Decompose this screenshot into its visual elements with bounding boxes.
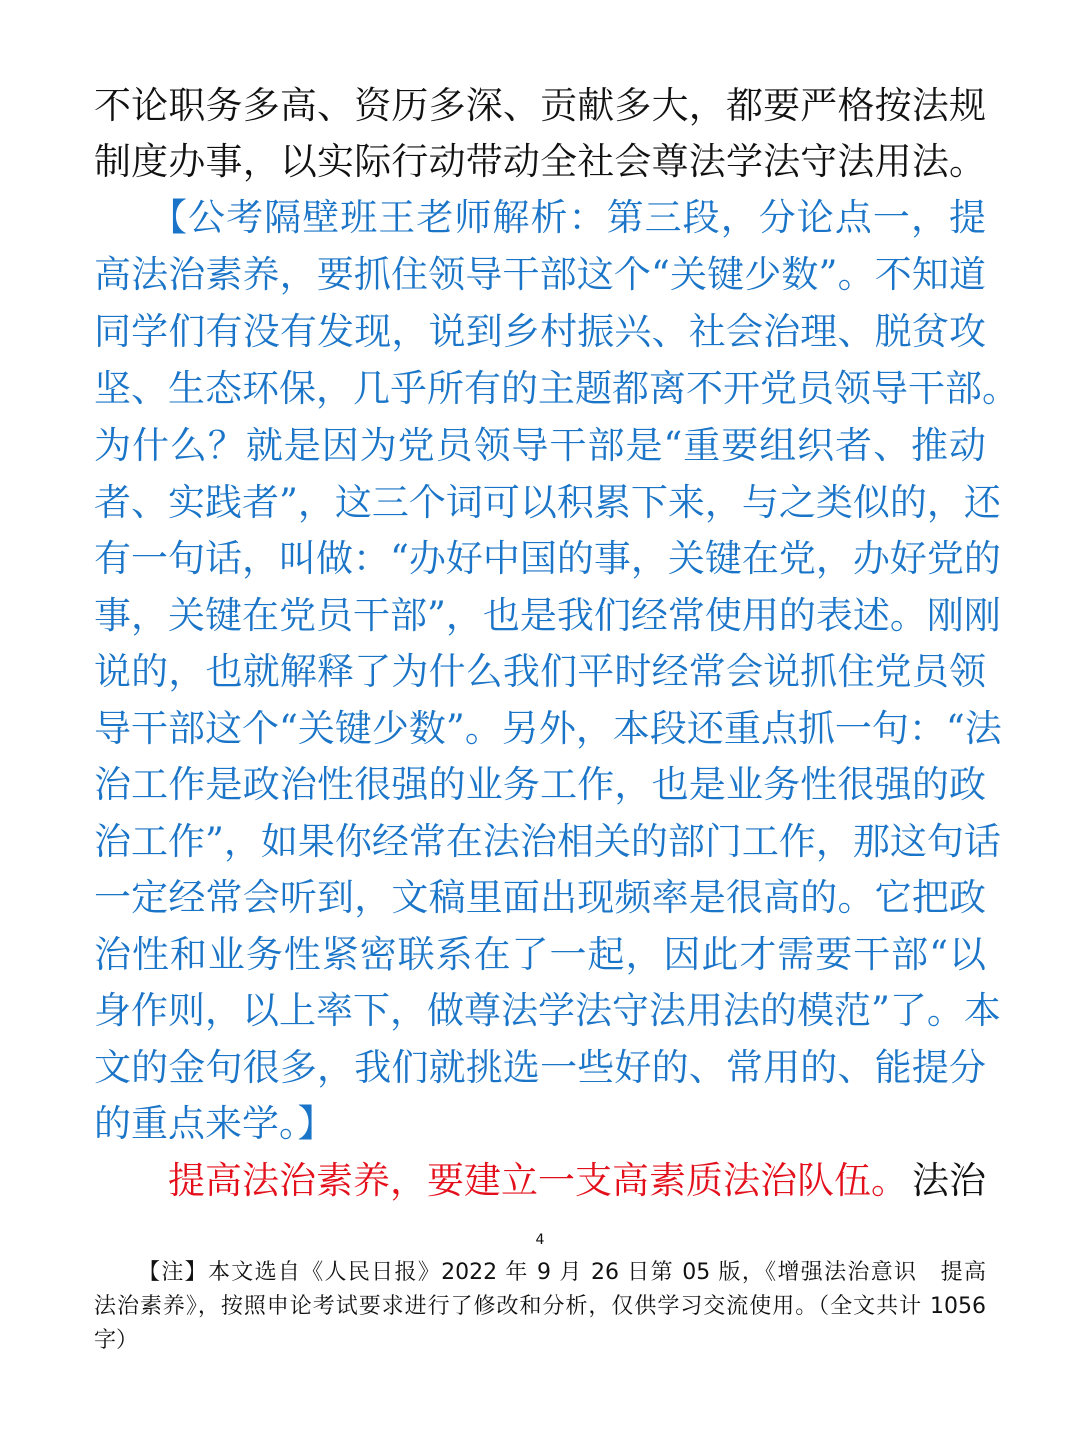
analysis-line-5: 为什么？就是因为党员领导干部是“重要组织者、推动 <box>94 424 986 467</box>
section-heading-line <box>168 1153 986 1209</box>
analysis-line-17: 的重点来学。】 <box>94 1102 335 1145</box>
footnote-line-3: 字） <box>94 1328 139 1353</box>
page-number: 4 <box>535 1232 545 1248</box>
analysis-line-7: 有一句话，叫做：“办好中国的事，关键在党，办好党的 <box>94 537 1001 580</box>
analysis-line-10: 导干部这个“关键少数”。另外，本段还重点抓一句：“法 <box>94 707 1002 750</box>
analysis-line-11: 治工作是政治性很强的业务工作，也是业务性很强的政 <box>94 763 986 806</box>
analysis-line-1: 【公考隔壁班王老师解析：第三段，分论点一，提 <box>150 196 986 239</box>
analysis-line-9: 说的，也就解释了为什么我们平时经常会说抓住党员领 <box>94 650 986 693</box>
footnote-line-1: 【注】本文选自《人民日报》2022 年 9 月 26 日第 05 版，《增强法治意识 提高 <box>138 1260 986 1285</box>
analysis-line-8: 事，关键在党员干部”，也是我们经常使用的表述。刚刚 <box>94 594 1001 637</box>
analysis-line-6: 者、实践者”，这三个词可以积累下来，与之类似的，还 <box>94 481 1001 524</box>
analysis-line-4: 坚、生态环保，几乎所有的主题都离不开党员领导干部。 <box>94 367 1019 410</box>
analysis-line-3: 同学们有没有发现，说到乡村振兴、社会治理、脱贫攻 <box>94 310 986 353</box>
analysis-line-12: 治工作”，如果你经常在法治相关的部门工作，那这句话 <box>94 820 1001 863</box>
analysis-line-16: 文的金句很多，我们就挑选一些好的、常用的、能提分 <box>94 1046 986 1089</box>
analysis-line-13: 一定经常会听到，文稿里面出现频率是很高的。它把政 <box>94 876 986 919</box>
analysis-line-14: 治性和业务性紧密联系在了一起，因此才需要干部“以 <box>94 933 986 976</box>
analysis-line-2: 高法治素养，要抓住领导干部这个“关键少数”。不知道 <box>94 253 986 296</box>
body-line-2: 制度办事，以实际行动带动全社会尊法学法守法用法。 <box>94 140 986 183</box>
section-heading: 提高法治素养，要建立一支高素质法治队伍。 <box>168 1159 908 1202</box>
body-line-1: 不论职务多高、资历多深、贡献多大，都要严格按法规 <box>94 84 986 127</box>
analysis-line-15: 身作则，以上率下，做尊法学法守法用法的模范”了。本 <box>94 989 1001 1032</box>
footnote-line-2: 法治素养》，按照申论考试要求进行了修改和分析，仅供学习交流使用。（全文共计 1056 <box>94 1294 986 1319</box>
section-heading-continuation: 法治 <box>912 1159 986 1202</box>
